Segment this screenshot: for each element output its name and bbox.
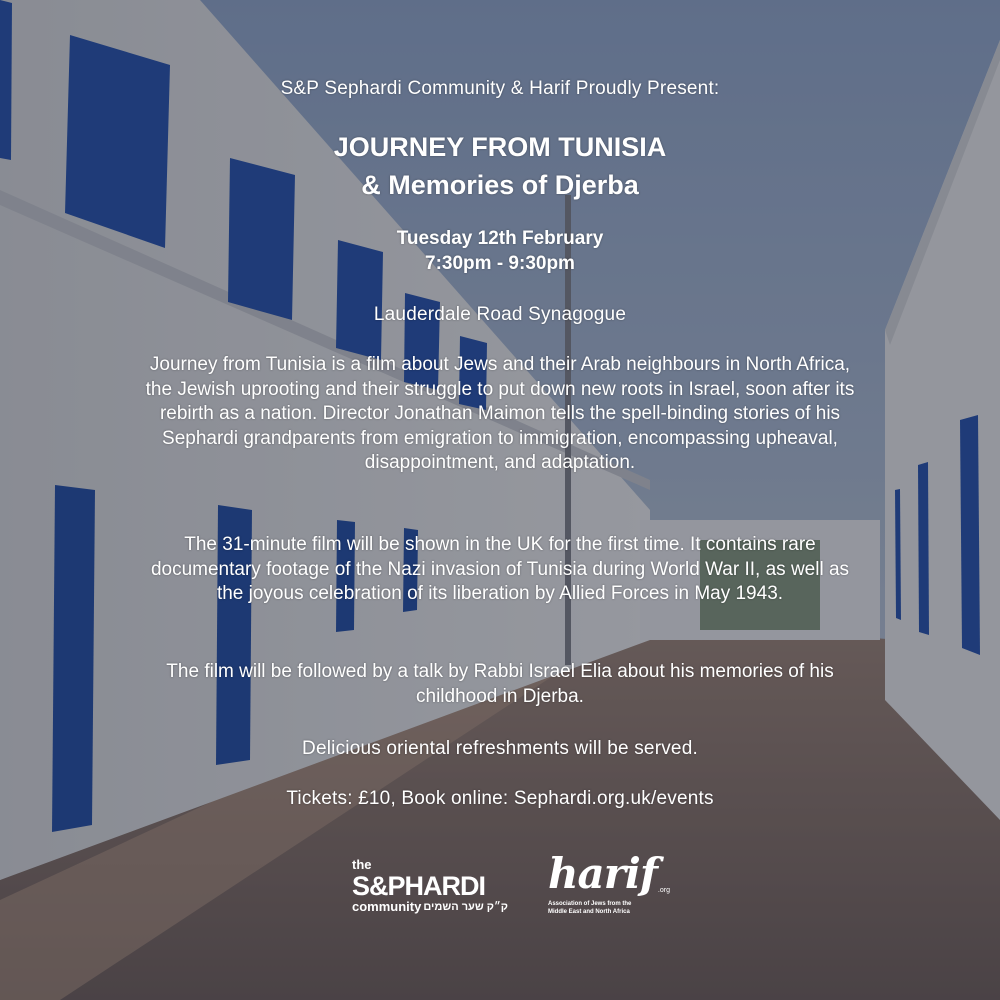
harif-org-text: .org	[657, 887, 670, 894]
film-description: Journey from Tunisia is a film about Jews and their Arab neighbours in North Africa, the Jewish uprooting and their struggle to put down new roots in Israel, soon after its rebirth as a nation. Director Jonathan Maimon tells the spell-binding stories of his Sephardi grandparents from emigration to immigration, encompassing upheaval, disappointment, and adaptation.	[145, 354, 855, 473]
screening-details: The 31-minute film will be shown in the UK for the first time. It contains rare documentary footage of the Nazi invasion of Tunisia during World War II, as well as the joyous celebration of its liberation by Allied Forces in May 1943.	[150, 534, 850, 604]
logo-hebrew-text: ק״ק שער השמים	[423, 901, 508, 913]
event-time: 7:30pm - 9:30pm	[425, 253, 575, 274]
talk-details: The film will be followed by a talk by Rabbi Israel Elia about his memories of his childhood in Djerba.	[166, 661, 834, 707]
refreshments-note: Delicious oriental refreshments will be served.	[302, 738, 698, 759]
harif-logo-text: harif	[548, 849, 657, 898]
harif-tagline-2: Middle East and North Africa	[548, 909, 630, 915]
event-subtitle: & Memories of Djerba	[361, 170, 639, 200]
logo-sephardi-text: S&PHARDI	[352, 871, 486, 901]
logo-the-text: the	[352, 857, 372, 872]
harif-logo	[548, 849, 670, 926]
event-date: Tuesday 12th February	[396, 228, 604, 249]
presenters-line: S&P Sephardi Community & Harif Proudly Present:	[280, 78, 720, 99]
logo-community-text: community	[352, 899, 422, 914]
event-title: JOURNEY FROM TUNISIA	[333, 132, 667, 162]
harif-tagline-1: Association of Jews from the	[548, 901, 632, 907]
event-venue: Lauderdale Road Synagogue	[373, 304, 627, 325]
sephardi-community-logo	[352, 858, 512, 920]
tickets-info: Tickets: £10, Book online: Sephardi.org.uk/events	[286, 788, 714, 809]
